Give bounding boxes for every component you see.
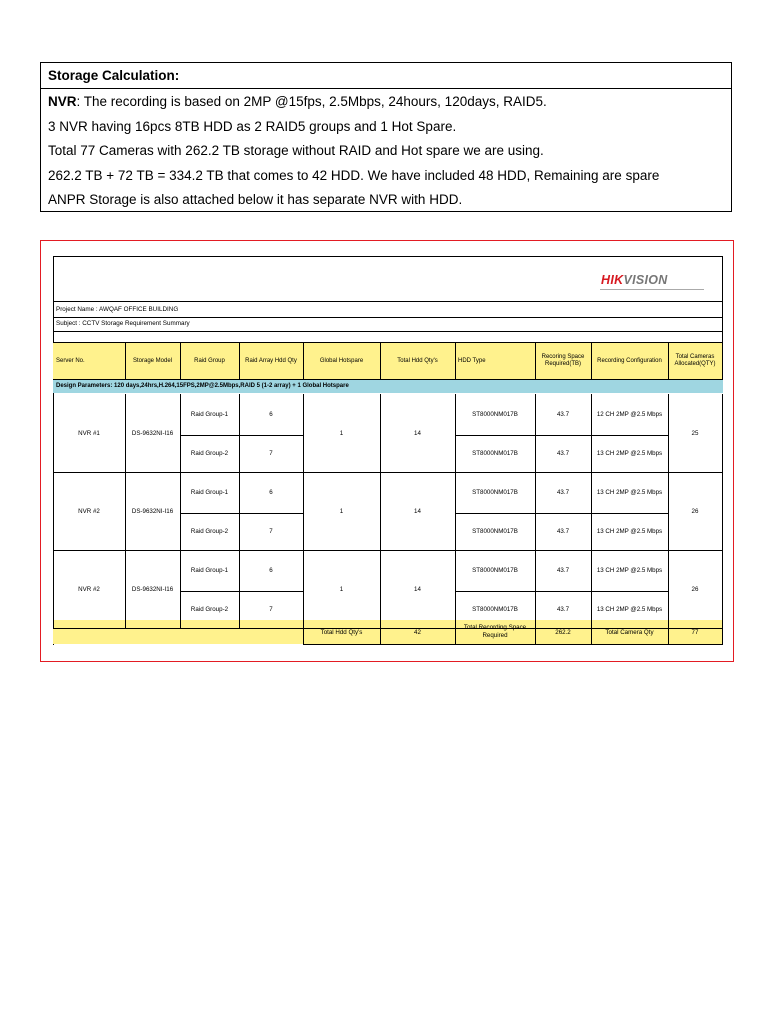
calc-line-5: ANPR Storage is also attached below it has separate NVR with HDD.	[48, 192, 463, 207]
recording-space: 43.7	[556, 606, 570, 613]
recording-space: 43.7	[556, 489, 570, 496]
recording-configuration: 12 CH 2MP @2.5 Mbps	[596, 411, 663, 418]
raid-group: Raid Group-2	[190, 450, 229, 457]
global-hotspare: 1	[339, 585, 344, 593]
column-header: Server No.	[56, 357, 85, 364]
storage-calculation-body	[41, 89, 731, 215]
recording-configuration: 13 CH 2MP @2.5 Mbps	[596, 567, 663, 574]
total-space-value: 262.2	[555, 628, 571, 636]
column-header: HDD Type	[458, 357, 486, 364]
column-divider	[722, 394, 723, 472]
raid-array-qty: 6	[269, 489, 273, 496]
hdd-type: ST8000NM017B	[472, 489, 518, 496]
total-hdd-label: Total Hdd Qty's	[320, 628, 363, 636]
storage-summary-image-frame	[40, 240, 734, 662]
server-name: NVR #2	[78, 585, 100, 593]
row-line	[53, 301, 723, 302]
total-cameras: 26	[691, 507, 699, 515]
header-divider	[455, 343, 456, 379]
recording-space: 43.7	[556, 411, 570, 418]
total-camera-label: Total Camera Qty	[605, 628, 654, 636]
recording-space: 43.7	[556, 528, 570, 535]
calc-line-3: Total 77 Cameras with 262.2 TB storage without RAID and Hot spare we are using.	[48, 143, 544, 158]
logo-underline	[600, 289, 704, 290]
total-hdd-qty: 14	[414, 507, 421, 515]
calc-line-4: 262.2 TB + 72 TB = 334.2 TB that comes to 42 HDD. We have included 48 HDD, Remaining are spare	[48, 167, 660, 183]
header-bottom-line	[53, 379, 723, 380]
raid-array-qty: 6	[269, 411, 273, 418]
total-cameras: 25	[691, 429, 699, 437]
header-divider	[535, 343, 536, 379]
storage-calculation-title: Storage Calculation:	[41, 63, 731, 89]
recording-space: 43.7	[556, 567, 570, 574]
raid-group: Raid Group-1	[190, 411, 229, 418]
storage-model: DS-9632NI-I16	[131, 429, 174, 437]
total-hdd-qty: 14	[414, 429, 421, 437]
recording-configuration: 13 CH 2MP @2.5 Mbps	[596, 528, 663, 535]
raid-array-qty: 7	[269, 450, 273, 457]
column-divider	[722, 550, 723, 628]
header-divider	[239, 343, 240, 379]
raid-array-qty: 7	[269, 528, 273, 535]
design-parameters: Design Parameters: 120 days,24hrs,H.264,15FPS,2MP@2.5Mbps,RAID 5 (1-2 array) + 1 Global Hotspare	[56, 383, 349, 389]
server-name: NVR #2	[78, 507, 100, 515]
total-space-label: Total Recording Space Required	[463, 624, 527, 639]
totals-divider	[722, 620, 723, 644]
recording-configuration: 13 CH 2MP @2.5 Mbps	[596, 606, 663, 613]
raid-group: Raid Group-1	[190, 567, 229, 574]
storage-model: DS-9632NI-I16	[131, 507, 174, 515]
nvr-label: NVR	[48, 94, 77, 109]
column-header: Raid Array Hdd Qty	[245, 357, 297, 364]
project-name: Project Name : AWQAF OFFICE BUILDING	[56, 306, 179, 313]
hdd-type: ST8000NM017B	[472, 567, 518, 574]
column-header: Recording Configuration	[597, 357, 662, 364]
raid-array-qty: 7	[269, 606, 273, 613]
recording-space: 43.7	[556, 450, 570, 457]
nvr-description: : The recording is based on 2MP @15fps, 2.5Mbps, 24hours, 120days, RAID5.	[76, 94, 547, 109]
storage-summary-sheet	[53, 256, 723, 645]
raid-group: Raid Group-2	[190, 606, 229, 613]
raid-group: Raid Group-1	[190, 489, 229, 496]
recording-configuration: 13 CH 2MP @2.5 Mbps	[596, 450, 663, 457]
hdd-type: ST8000NM017B	[472, 450, 518, 457]
column-header: Raid Group	[194, 357, 225, 364]
global-hotspare: 1	[339, 507, 344, 515]
header-divider	[722, 343, 723, 379]
total-camera-value: 77	[691, 628, 699, 636]
column-header: Global Hotspare	[319, 357, 364, 364]
header-divider	[591, 343, 592, 379]
raid-group: Raid Group-2	[190, 528, 229, 535]
hdd-type: ST8000NM017B	[472, 528, 518, 535]
hdd-type: ST8000NM017B	[472, 411, 518, 418]
totals-bottom-line	[303, 644, 723, 645]
column-header: Recoring Space Required(TB)	[541, 354, 585, 367]
column-divider	[722, 472, 723, 550]
column-header: Total Hdd Qty's	[397, 357, 438, 364]
row-line	[53, 331, 723, 332]
total-cameras: 26	[691, 585, 699, 593]
header-divider	[303, 343, 304, 379]
sheet-border	[722, 256, 723, 353]
storage-model: DS-9632NI-I16	[131, 585, 174, 593]
row-line	[53, 317, 723, 318]
raid-array-qty: 6	[269, 567, 273, 574]
total-hdd-qty: 14	[414, 585, 421, 593]
hikvision-logo: HIKVISION	[601, 273, 668, 287]
sheet-border	[53, 256, 723, 257]
server-name: NVR #1	[78, 429, 100, 437]
column-header: Total Cameras Allocated(QTY)	[674, 354, 716, 367]
header-divider	[180, 343, 181, 379]
global-hotspare: 1	[339, 429, 344, 437]
subject-line: Subject : CCTV Storage Requirement Summary	[56, 320, 190, 327]
hdd-type: ST8000NM017B	[472, 606, 518, 613]
total-hdd-value: 42	[414, 628, 421, 636]
recording-configuration: 13 CH 2MP @2.5 Mbps	[596, 489, 663, 496]
column-header: Storage Model	[132, 357, 173, 364]
calc-line-2: 3 NVR having 16pcs 8TB HDD as 2 RAID5 groups and 1 Hot Spare.	[48, 118, 457, 134]
calc-line-1	[48, 92, 724, 117]
header-divider	[668, 343, 669, 379]
storage-calculation-box	[40, 62, 732, 212]
header-divider	[125, 343, 126, 379]
header-divider	[380, 343, 381, 379]
